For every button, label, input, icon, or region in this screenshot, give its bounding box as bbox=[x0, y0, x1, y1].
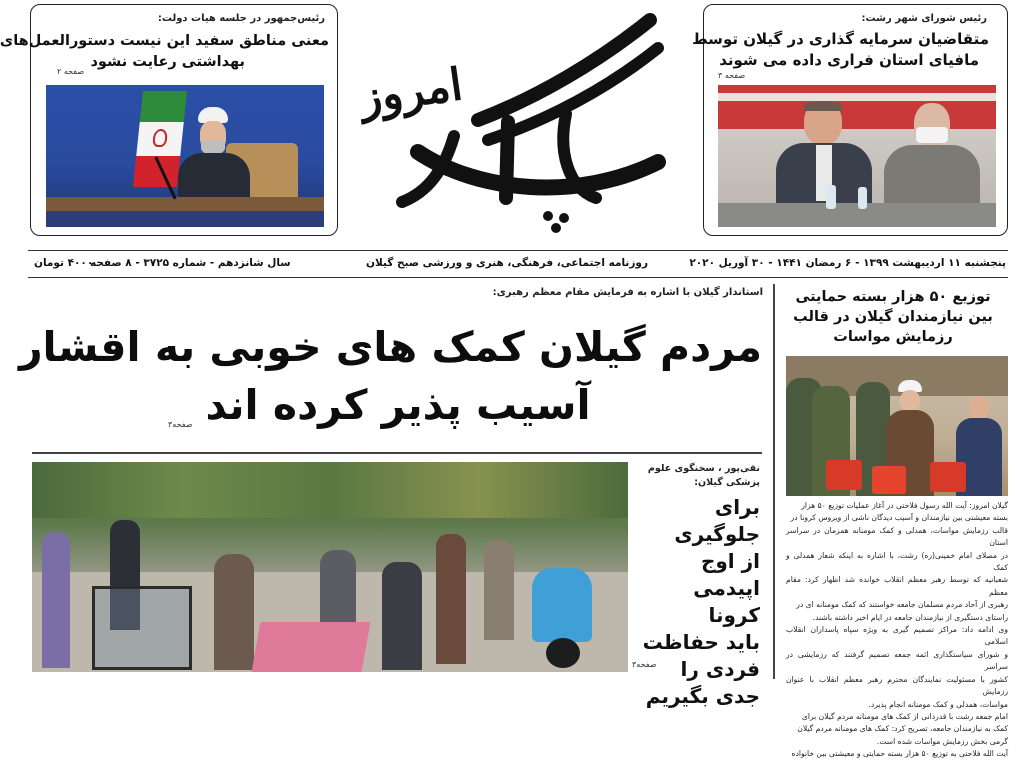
paper-type: روزنامه اجتماعی، فرهنگی، هنری و ورزشی صبح گیلان bbox=[365, 257, 648, 269]
top-right-page-ref: صفحه ۳ bbox=[718, 71, 746, 80]
side-body-line: گرمی بخش رزمایش مواسات شده است. bbox=[876, 736, 1008, 746]
column-headline-line: از اوج اپیدمی bbox=[693, 549, 760, 600]
aid-package-image bbox=[930, 462, 966, 492]
top-right-story-box[interactable] bbox=[692, 4, 1008, 236]
side-body bbox=[786, 500, 1008, 759]
column-headline-line: باید حفاظت bbox=[642, 630, 760, 654]
masthead-logo[interactable] bbox=[358, 2, 688, 242]
pedestrian-figure bbox=[214, 554, 254, 670]
main-headline-line1[interactable]: مردم گیلان کمک های خوبی به اقشار bbox=[18, 323, 762, 371]
kiosk-image bbox=[92, 586, 192, 670]
column-headline-line: جدی بگیریم bbox=[645, 684, 760, 708]
main-kicker: استاندار گیلان با اشاره به فرمایش مقام معظم رهبری: bbox=[492, 287, 763, 298]
side-body-line: رهبری از آحاد مردم مسلمان جامعه خواستند که کمک مومنانه ای در bbox=[796, 600, 1008, 610]
side-body-line: کشور با مسئولیت نمایندگان محترم رهبر معظم انقلاب با عنوان رزمایش bbox=[786, 674, 1008, 697]
pedestrian-figure bbox=[382, 562, 422, 670]
aid-package-image bbox=[826, 460, 862, 490]
water-bottle-image bbox=[826, 185, 836, 209]
side-body-line: بسته معیشتی بین نیازمندان و آسیب دیدگان ناشی از ویروس کرونا در bbox=[790, 513, 1008, 523]
column-page-ref: صفحه۳ bbox=[632, 660, 657, 669]
top-right-headline-line2: مافیای استان فراری داده می شوند bbox=[719, 51, 979, 69]
top-right-headline-line1: متقاضیان سرمایه گذاری در گیلان توسط bbox=[692, 30, 989, 48]
top-left-kicker: رئیس‌جمهور در جلسه هیات دولت: bbox=[157, 13, 325, 24]
top-left-photo bbox=[46, 85, 324, 227]
pedestrian-figure bbox=[436, 534, 466, 664]
side-body-line: راستای دستگیری از نیازمندان جامعه در ایام اخیر داشته باشند. bbox=[812, 612, 1008, 622]
column-headline-line: برای جلوگیری bbox=[674, 495, 760, 546]
side-headline-line3[interactable]: رزمایش مواسات bbox=[833, 329, 953, 345]
pedestrian-figure bbox=[484, 540, 514, 640]
side-body-line: مواسات، همدلی و کمک مومنانه انجام پذیرد. bbox=[868, 699, 1008, 709]
side-body-line: قالب رزمایش مواسات، همدلی و کمک مومنانه همزمان در سراسر استان bbox=[786, 525, 1008, 548]
column-headline[interactable] bbox=[635, 494, 760, 710]
top-left-story-box[interactable] bbox=[0, 4, 338, 236]
column-headline-line: کرونا bbox=[708, 603, 760, 627]
top-right-kicker: رئیس شورای شهر رشت: bbox=[861, 13, 987, 24]
top-left-page-ref: صفحه ۲ bbox=[57, 67, 85, 76]
divider bbox=[32, 452, 762, 454]
side-body-line: شعبانیه که توسط رهبر معظم انقلاب خوانده شد اظهار کرد: مقام معظم bbox=[786, 575, 1008, 597]
water-bottle-image bbox=[858, 187, 867, 209]
column-divider bbox=[773, 284, 775, 679]
price: ۴۰۰۰ تومان bbox=[34, 257, 94, 269]
side-headline-line2[interactable]: بین نیازمندان گیلان در قالب bbox=[793, 309, 993, 325]
logo-sub-word: امروز bbox=[356, 59, 466, 124]
side-body-line: وی ادامه داد: مراکز تصمیم گیری به ویژه سپاه پاسداران انقلاب اسلامی bbox=[786, 625, 1008, 647]
aid-package-image bbox=[872, 466, 906, 494]
side-headline-line1[interactable]: توزیع ۵۰ هزار بسته حمایتی bbox=[795, 289, 991, 305]
column-headline-line: فردی را bbox=[680, 657, 760, 681]
column-kicker-line2: پزشکی گیلان: bbox=[694, 477, 760, 488]
side-body-line: گیلان امروز: آیت الله رسول فلاحتی در آغاز عملیات توزیع ۵۰ هزار bbox=[801, 501, 1008, 510]
street-photo bbox=[32, 462, 628, 672]
top-left-headline-line1: معنی مناطق سفید این نیست دستورالعمل‌های bbox=[0, 33, 329, 49]
side-body-line: و شورای سیاستگذاری ائمه جمعه تصمیم گرفتند که رزمایشی در سراسر bbox=[786, 649, 1008, 672]
issue-number: سال شانزدهم - شماره ۳۷۲۵ - ۸ صفحه bbox=[90, 257, 291, 269]
pink-sign-image bbox=[252, 622, 371, 672]
side-body-line: کمک به نیازمندان جامعه، تصریح کرد: کمک های مومنانه مردم گیلان bbox=[797, 724, 1008, 734]
top-left-headline-line2: بهداشتی رعایت نشود bbox=[90, 54, 245, 70]
issue-date: پنجشنبه ۱۱ اردیبهشت ۱۳۹۹ - ۶ رمضان ۱۴۴۱ - ۳۰ آوریل ۲۰۲۰ bbox=[689, 257, 1006, 269]
side-body-line: امام جمعه رشت با قدردانی از کمک های مومنانه مردم گیلان برای bbox=[801, 711, 1008, 721]
side-body-line: آیت الله فلاحتی به توزیع ۵۰ هزار بسته حمایتی و معیشتی بین خانواده bbox=[791, 749, 1008, 759]
side-body-line: در مصلای امام خمینی(ره) رشت، با اشاره به اینکه شعار همدلی و کمک bbox=[786, 550, 1008, 573]
top-right-photo bbox=[718, 85, 996, 227]
column-kicker-line1: نقی‌پور ، سخنگوی علوم bbox=[647, 463, 760, 474]
motorcyclist-figure bbox=[532, 568, 592, 642]
info-bar bbox=[28, 250, 1008, 278]
pedestrian-figure bbox=[42, 532, 70, 668]
main-headline-line2[interactable]: آسیب پذیر کرده اند bbox=[205, 381, 591, 429]
main-page-ref: صفحه۳ bbox=[168, 420, 193, 429]
side-photo bbox=[786, 356, 1008, 496]
motorcycle-image bbox=[546, 638, 580, 668]
